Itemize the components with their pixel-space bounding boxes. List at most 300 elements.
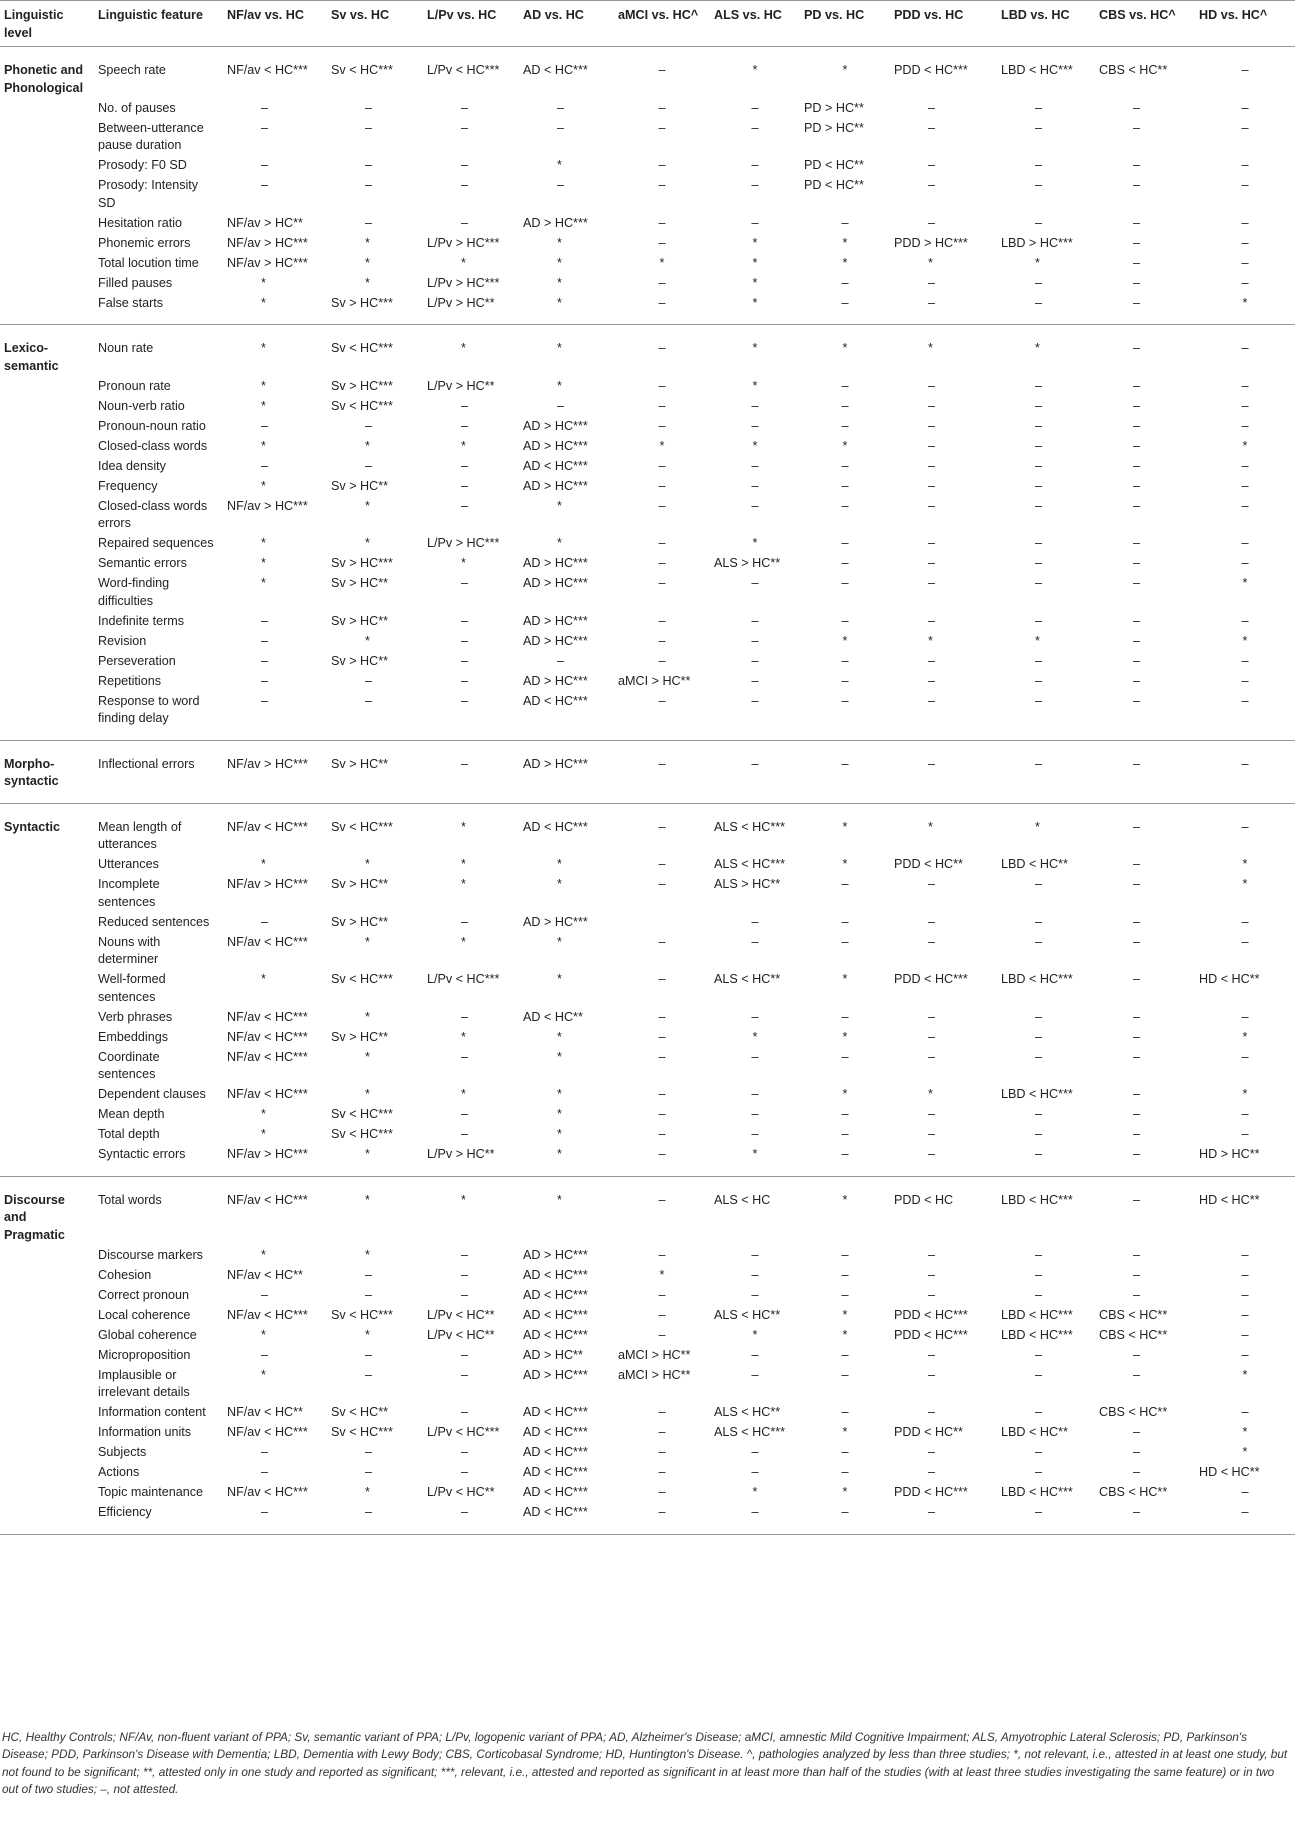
result-cell: – — [1133, 1425, 1141, 1439]
result-cell: – — [751, 934, 759, 949]
feature-cell: Frequency — [98, 478, 158, 493]
header-row — [0, 1, 1295, 47]
result-cell: – — [841, 498, 849, 513]
result-cell: – — [928, 693, 936, 708]
result-cell: NF/av > HC*** — [227, 756, 308, 771]
result-cell: – — [261, 613, 269, 628]
result-cell: – — [751, 1107, 759, 1121]
table-row — [0, 1422, 1295, 1442]
result-cell: – — [1133, 120, 1141, 135]
result-cell: NF/av < HC*** — [227, 1425, 308, 1439]
result-cell: – — [841, 653, 849, 668]
result-cell: – — [658, 613, 666, 628]
result-cell: – — [461, 100, 469, 115]
result-cell: * — [461, 1029, 466, 1044]
result-cell: * — [261, 857, 266, 871]
result-cell: * — [842, 857, 848, 871]
result-cell: – — [365, 1347, 373, 1362]
result-cell: AD < HC*** — [523, 458, 588, 473]
result-cell: * — [461, 438, 466, 453]
feature-cell: Topic maintenance — [98, 1485, 204, 1499]
result-cell: * — [261, 1127, 266, 1141]
result-cell: * — [557, 378, 562, 393]
result-cell: – — [1035, 100, 1043, 115]
result-cell: – — [365, 418, 373, 433]
result-cell: AD < HC*** — [523, 1425, 588, 1439]
result-cell: * — [365, 235, 370, 250]
feature-cell: Mean length of utterances — [98, 819, 182, 851]
result-cell: – — [841, 1445, 849, 1459]
level-cell — [0, 1482, 94, 1502]
result-cell: – — [751, 1465, 759, 1479]
result-cell: – — [1241, 653, 1249, 668]
result-cell: – — [658, 398, 666, 413]
result-cell: ALS < HC** — [714, 972, 781, 986]
result-cell: * — [557, 1107, 562, 1121]
result-cell: * — [557, 295, 562, 310]
result-cell: LBD < HC** — [1001, 1425, 1068, 1439]
result-cell: – — [261, 673, 269, 688]
result-cell: – — [751, 1127, 759, 1141]
result-cell: * — [261, 1327, 266, 1342]
feature-cell: Hesitation ratio — [98, 215, 182, 230]
table-row — [0, 395, 1295, 415]
result-cell: – — [1133, 398, 1141, 413]
result-cell: * — [557, 1049, 562, 1064]
table-row — [0, 1304, 1295, 1324]
result-cell: – — [751, 653, 759, 668]
result-cell: – — [461, 498, 469, 513]
result-cell: – — [841, 914, 849, 929]
result-cell: – — [365, 215, 373, 230]
result-cell — [614, 911, 710, 931]
level-cell — [0, 854, 94, 874]
result-cell: – — [928, 1029, 936, 1044]
result-cell: * — [659, 438, 665, 453]
table-row — [0, 1124, 1295, 1144]
section-phonetic-and-phonological — [0, 47, 1295, 325]
result-cell: * — [461, 934, 466, 949]
level-cell — [0, 292, 94, 325]
result-cell: – — [1133, 418, 1141, 433]
section-lexico-semantic — [0, 325, 1295, 741]
result-cell: * — [557, 972, 562, 986]
table-row — [0, 97, 1295, 117]
result-cell: NF/av < HC*** — [227, 1192, 308, 1207]
result-cell: PDD < HC*** — [894, 63, 968, 77]
feature-cell: Information units — [98, 1425, 192, 1439]
result-cell: L/Pv > HC*** — [427, 536, 500, 550]
result-cell: – — [1241, 458, 1249, 473]
result-cell: – — [658, 178, 666, 192]
result-cell: AD < HC*** — [523, 1465, 588, 1479]
result-cell: – — [557, 120, 565, 135]
result-cell: – — [658, 1287, 666, 1302]
feature-cell: Well-formed sentences — [98, 972, 166, 1004]
result-cell: – — [1035, 1147, 1043, 1161]
result-cell: – — [1241, 1505, 1249, 1519]
result-cell: * — [1035, 819, 1040, 834]
result-cell: – — [928, 158, 936, 172]
result-cell: * — [365, 1147, 370, 1161]
result-cell: * — [752, 235, 758, 250]
result-cell: – — [1241, 1485, 1249, 1499]
result-cell: * — [557, 255, 562, 270]
result-cell: – — [261, 914, 269, 929]
result-cell: – — [658, 1029, 666, 1044]
result-cell: – — [1241, 478, 1249, 493]
result-cell: – — [841, 613, 849, 628]
result-cell: * — [752, 295, 758, 310]
result-cell: NF/av < HC*** — [227, 1087, 308, 1101]
result-cell: AD < HC*** — [523, 1505, 588, 1519]
result-cell: * — [365, 255, 370, 270]
result-cell: Sv < HC*** — [331, 341, 393, 355]
result-cell: – — [841, 1505, 849, 1519]
result-cell: – — [928, 1445, 936, 1459]
result-cell: – — [928, 1049, 936, 1064]
result-cell: – — [658, 1307, 666, 1322]
result-cell: – — [461, 1465, 469, 1479]
feature-cell: Speech rate — [98, 63, 166, 77]
result-cell: – — [841, 1147, 849, 1161]
feature-cell: Semantic errors — [98, 556, 187, 570]
result-cell: * — [928, 633, 933, 648]
result-cell: AD < HC*** — [523, 1485, 588, 1499]
result-cell: LBD < HC*** — [1001, 63, 1073, 77]
result-cell: – — [1035, 398, 1043, 413]
result-cell: * — [461, 255, 466, 270]
column-header: aMCI vs. HC^ — [618, 8, 699, 22]
result-cell: – — [841, 1267, 849, 1282]
result-cell: – — [365, 120, 373, 135]
result-cell: – — [461, 1127, 469, 1141]
result-cell: * — [365, 1327, 370, 1342]
result-cell: – — [1241, 556, 1249, 570]
result-cell: ALS < HC** — [714, 1307, 781, 1322]
result-cell: – — [658, 341, 666, 355]
result-cell: ALS < HC*** — [714, 1425, 786, 1439]
result-cell: * — [1242, 1425, 1248, 1439]
result-cell: NF/av < HC*** — [227, 1009, 308, 1024]
result-cell: – — [1133, 857, 1141, 871]
result-cell: – — [928, 653, 936, 668]
result-cell: ALS > HC** — [714, 556, 781, 570]
result-cell: – — [1035, 158, 1043, 172]
feature-cell: Syntactic errors — [98, 1147, 186, 1161]
table-row — [0, 1482, 1295, 1502]
result-cell: NF/av < HC** — [227, 1267, 303, 1282]
table-row — [0, 455, 1295, 475]
result-cell: – — [1133, 613, 1141, 628]
result-cell: – — [1035, 1009, 1043, 1024]
result-cell: – — [658, 536, 666, 550]
result-cell: HD < HC** — [1199, 972, 1260, 986]
result-cell: L/Pv > HC** — [427, 295, 495, 310]
result-cell: NF/av < HC*** — [227, 819, 308, 834]
result-cell: AD < HC*** — [523, 1405, 588, 1419]
result-cell: – — [461, 1445, 469, 1459]
result-cell: – — [841, 673, 849, 688]
result-cell: – — [658, 1485, 666, 1499]
table-row — [0, 1462, 1295, 1482]
result-cell: * — [842, 1425, 848, 1439]
result-cell: – — [461, 1405, 469, 1419]
result-cell: – — [751, 498, 759, 513]
feature-cell: Correct pronoun — [98, 1287, 190, 1302]
result-cell: – — [1133, 934, 1141, 949]
level-cell — [0, 435, 94, 455]
feature-cell: Embeddings — [98, 1029, 169, 1044]
result-cell: * — [842, 1485, 848, 1499]
result-cell: – — [1133, 756, 1141, 771]
result-cell: – — [1133, 673, 1141, 688]
level-cell — [0, 1422, 94, 1442]
result-cell: – — [1035, 215, 1043, 230]
result-cell: – — [1035, 438, 1043, 453]
result-cell: NF/av < HC*** — [227, 1049, 308, 1064]
table-footnote: HC, Healthy Controls; NF/Av, non-fluent variant of PPA; Sv, semantic variant of PPA; L/Pv, logopenic variant of PPA; AD, Alzheimer's Disease; aMCI, amnestic Mild Cognitive Impairment; ALS, Amyotrophic Lateral Sclerosis; PD, Parkinson's Disease; PDD, Parkinson's Disease with Dementia; LBD, Dementia with Lewy Body; CBS, Corticobasal Syndrome; HD, Huntington's Disease. ^, pathologies analyzed by less than three studies; *, not relevant, i.e., attested in at least one study, but not found to be significant; **, attested only in one study and reported as significant; ***, relevant, i.e., attested and reported as significant in at least more than half of the studies (with at least three studies investigating the same feature) or in two out of two studies; –, not attested. — [2, 1730, 1288, 1797]
result-cell: * — [842, 1087, 848, 1101]
result-cell: – — [261, 1505, 269, 1519]
result-cell: CBS < HC** — [1099, 63, 1168, 77]
result-cell: – — [1241, 693, 1249, 708]
result-cell: * — [659, 255, 665, 270]
result-cell: – — [751, 576, 759, 590]
result-cell: – — [751, 120, 759, 135]
result-cell: – — [1133, 1465, 1141, 1479]
result-cell: * — [842, 255, 848, 270]
result-cell: NF/av > HC*** — [227, 877, 308, 891]
table-row — [0, 212, 1295, 232]
result-cell: * — [461, 857, 466, 871]
result-cell: ALS < HC*** — [714, 819, 786, 834]
result-cell: * — [752, 438, 758, 453]
result-cell: – — [841, 1367, 849, 1382]
result-cell: – — [1241, 215, 1249, 230]
result-cell: * — [1242, 633, 1248, 648]
level-cell — [0, 415, 94, 435]
result-cell: * — [1035, 255, 1040, 270]
result-cell: Sv > HC** — [331, 914, 389, 929]
result-cell: – — [841, 1405, 849, 1419]
result-cell: – — [1035, 877, 1043, 891]
result-cell: – — [841, 478, 849, 493]
result-cell: – — [261, 633, 269, 648]
result-cell: PDD < HC — [894, 1192, 954, 1207]
result-cell: – — [461, 756, 469, 771]
result-cell: – — [928, 458, 936, 473]
level-cell — [0, 911, 94, 931]
result-cell: NF/av > HC** — [227, 215, 303, 230]
level-cell — [0, 117, 94, 155]
level-cell — [0, 1046, 94, 1084]
column-header: L/Pv vs. HC — [427, 8, 497, 22]
table-row — [0, 931, 1295, 969]
result-cell: – — [658, 275, 666, 290]
feature-cell: Microproposition — [98, 1347, 191, 1362]
column-header: LBD vs. HC — [1001, 8, 1070, 22]
result-cell: * — [1242, 438, 1248, 453]
result-cell: – — [1133, 1009, 1141, 1024]
result-cell: – — [928, 576, 936, 590]
feature-cell: Filled pauses — [98, 275, 173, 290]
level-cell — [0, 175, 94, 213]
column-header: Sv vs. HC — [331, 8, 390, 22]
result-cell: – — [365, 458, 373, 473]
result-cell: – — [658, 215, 666, 230]
result-cell: PDD < HC*** — [894, 972, 968, 986]
result-cell: * — [1242, 857, 1248, 871]
result-cell: – — [928, 438, 936, 453]
result-cell: – — [1133, 178, 1141, 192]
result-cell: – — [557, 398, 565, 413]
result-cell: – — [658, 378, 666, 393]
result-cell: – — [1133, 819, 1141, 834]
result-cell: – — [1035, 275, 1043, 290]
feature-cell: Local coherence — [98, 1307, 191, 1322]
result-cell: AD > HC*** — [523, 556, 588, 570]
result-cell: – — [658, 1445, 666, 1459]
result-cell: – — [1035, 1267, 1043, 1282]
level-cell: Syntactic — [4, 819, 60, 834]
table-row — [0, 911, 1295, 931]
level-cell — [0, 272, 94, 292]
feature-cell: Cohesion — [98, 1267, 152, 1282]
result-cell: – — [658, 1049, 666, 1064]
result-cell: – — [841, 1247, 849, 1262]
table-row — [0, 670, 1295, 690]
result-cell: * — [365, 934, 370, 949]
result-cell: – — [928, 1127, 936, 1141]
result-cell: * — [842, 1327, 848, 1342]
result-cell: PDD > HC*** — [894, 235, 968, 250]
result-cell: – — [751, 613, 759, 628]
result-cell: – — [928, 1287, 936, 1302]
result-cell: – — [928, 1147, 936, 1161]
result-cell: – — [461, 478, 469, 493]
result-cell: LBD < HC** — [1001, 857, 1068, 871]
result-cell: LBD < HC*** — [1001, 1327, 1073, 1342]
result-cell: – — [261, 1445, 269, 1459]
table-row — [0, 292, 1295, 325]
feature-cell: Noun-verb ratio — [98, 398, 185, 413]
result-cell: AD > HC*** — [523, 418, 588, 433]
result-cell: – — [658, 576, 666, 590]
result-cell: * — [557, 1127, 562, 1141]
table-row — [0, 375, 1295, 395]
level-cell — [0, 690, 94, 740]
feature-cell: Global coherence — [98, 1327, 197, 1342]
result-cell: * — [557, 934, 562, 949]
result-cell: – — [1035, 1347, 1043, 1362]
result-cell: * — [365, 1247, 370, 1262]
result-cell: aMCI > HC** — [618, 1367, 691, 1382]
result-cell: AD < HC*** — [523, 1307, 588, 1322]
result-cell: * — [557, 1087, 562, 1101]
result-cell: aMCI > HC** — [618, 1347, 691, 1362]
result-cell: LBD > HC*** — [1001, 235, 1073, 250]
feature-cell: Coordinate sentences — [98, 1049, 160, 1081]
result-cell: – — [841, 378, 849, 393]
table-row — [0, 1402, 1295, 1422]
result-cell: Sv > HC** — [331, 653, 389, 668]
result-cell: – — [658, 1192, 666, 1207]
table-row — [0, 1264, 1295, 1284]
result-cell: – — [928, 478, 936, 493]
result-cell: * — [752, 536, 758, 550]
result-cell: – — [841, 1127, 849, 1141]
result-cell: – — [1133, 653, 1141, 668]
result-cell: – — [461, 1287, 469, 1302]
result-cell: – — [658, 1505, 666, 1519]
result-cell: – — [1035, 934, 1043, 949]
result-cell: – — [1035, 536, 1043, 550]
result-cell: – — [261, 100, 269, 115]
result-cell: – — [841, 756, 849, 771]
section-morpho-syntactic — [0, 740, 1295, 803]
level-cell: Phonetic and Phonological — [4, 63, 84, 95]
result-cell: – — [841, 1287, 849, 1302]
result-cell: * — [1242, 1367, 1248, 1382]
result-cell: AD > HC*** — [523, 633, 588, 648]
level-cell — [0, 553, 94, 573]
result-cell: – — [261, 653, 269, 668]
result-cell: – — [1241, 1107, 1249, 1121]
result-cell: – — [928, 914, 936, 929]
column-header: NF/av vs. HC — [227, 8, 304, 22]
feature-cell: Efficiency — [98, 1505, 152, 1519]
table-row — [0, 1244, 1295, 1264]
result-cell: – — [1035, 693, 1043, 708]
feature-cell: False starts — [98, 295, 164, 310]
level-cell — [0, 252, 94, 272]
result-cell: – — [1133, 100, 1141, 115]
result-cell: – — [1241, 914, 1249, 929]
result-cell: * — [842, 341, 848, 355]
result-cell: * — [557, 857, 562, 871]
result-cell: * — [842, 633, 848, 648]
result-cell: – — [928, 1367, 936, 1382]
result-cell: PD < HC** — [804, 158, 864, 172]
result-cell: * — [1242, 1029, 1248, 1044]
level-cell — [0, 1006, 94, 1026]
result-cell: NF/av < HC*** — [227, 934, 308, 949]
result-cell: – — [1133, 972, 1141, 986]
table-row — [0, 1144, 1295, 1177]
result-cell: – — [365, 1505, 373, 1519]
result-cell: – — [1035, 1287, 1043, 1302]
result-cell: – — [1241, 1247, 1249, 1262]
result-cell: – — [751, 178, 759, 192]
result-cell: * — [261, 1367, 266, 1382]
feature-cell: Total depth — [98, 1127, 160, 1141]
result-cell: * — [842, 1192, 848, 1207]
result-cell: NF/av > HC*** — [227, 235, 308, 250]
result-cell: – — [1133, 693, 1141, 708]
result-cell: – — [1133, 1107, 1141, 1121]
result-cell: – — [751, 1445, 759, 1459]
result-cell: * — [261, 275, 266, 290]
result-cell: – — [658, 63, 666, 77]
result-cell: * — [557, 158, 562, 172]
result-cell: – — [658, 819, 666, 834]
result-cell: – — [751, 1505, 759, 1519]
feature-cell: Utterances — [98, 857, 159, 871]
result-cell: NF/av > HC*** — [227, 1147, 308, 1161]
result-cell: – — [461, 613, 469, 628]
result-cell: * — [557, 235, 562, 250]
